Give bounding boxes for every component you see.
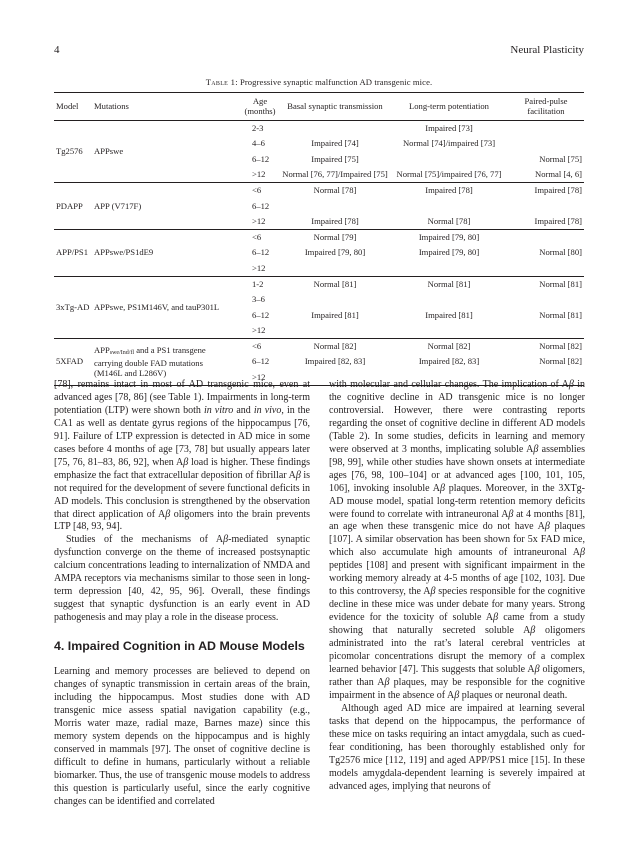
paragraph-text: plaques [107]. A similar observation has been shown for 5x FAD mice, which also accumulate high amounts of intraneuronal A xyxy=(329,521,585,559)
paragraph-text: assemblies [98, 99], while other studies have shown onsets at intermediate ages [76, 98, 100–104] or at advanced ages [100, 101, 105, 106], invoking insoluble A xyxy=(329,443,585,494)
group-3xtg-ad xyxy=(54,276,584,338)
paragraph-text: oligomers administrated into the rat’s lateral cerebral ventricles at picomolar concentrations disrupt the memory of a complex learned behavior [47]. This suggests that soluble A xyxy=(329,625,585,675)
paragraph-text: oligomers into the brain prevents LTP [48, 93, 94]. xyxy=(54,508,310,533)
ltp-cell: Normal [75]/impaired [76, 77] xyxy=(396,169,502,180)
paragraph-text: plaques, may be responsible for the cognitive impairment in the absence of A xyxy=(329,676,585,701)
ppf-cell xyxy=(508,198,584,214)
italic-text: β xyxy=(530,625,536,637)
italic-text: β xyxy=(384,676,390,688)
fxad-app: APP xyxy=(94,345,110,356)
paragraph-text: plaques or neuronal death. xyxy=(459,689,568,701)
paragraph-text: load is higher. These findings emphasize the fact that extracellular deposition of fibrillar A xyxy=(54,456,310,481)
age-cell: >12 xyxy=(252,371,266,382)
paragraph-text: Learning and memory processes are believed to depend on changes of synaptic transmission in certain areas of the brain, including the hippocampus. Most studies done with AD transgenic mice assess spatial navigation capability (e.g., Morris water maze, radial maze, Barnes maze) since this memory system depends on the hippocampus and is highly conserved in mammals [97]. The onset of cognitive decline is difficult to define in humans, particularly without a reliable biomarker. Thus, the use of transgenic mouse models to address this question is particularly useful, since the early cognitive changes can be identified and correlated xyxy=(54,666,310,807)
paragraph-text: with molecular and cellular changes. The implication of A xyxy=(329,379,569,390)
table-caption-text: : Progressive synaptic malfunction AD transgenic mice. xyxy=(235,77,433,87)
italic-text: β xyxy=(295,469,301,481)
col-age-header-line2: (months) xyxy=(244,105,276,116)
model-cell: 5XFAD xyxy=(56,356,84,367)
paragraph-text: plaques. Moreover, in the 3XTg-AD mouse model, spatial long-term retention memory deficits were found to correlate with intraneuronal A xyxy=(329,482,585,520)
right-paragraph-2 xyxy=(329,703,585,794)
italic-text: β xyxy=(568,379,574,390)
italic-text: β xyxy=(223,534,229,546)
ltp-cell: Impaired [78] xyxy=(425,185,473,196)
age-cell: 1-2 xyxy=(252,278,264,289)
ltp-cell: Impaired [73] xyxy=(425,122,473,133)
ltp-cell: Impaired [82, 83] xyxy=(418,356,480,367)
page-number: 4 xyxy=(54,44,60,56)
ltp-cell xyxy=(390,292,508,308)
table-caption-label: Table 1 xyxy=(205,77,236,87)
col-mutations-header: Mutations xyxy=(94,100,129,111)
italic-text: β xyxy=(454,689,460,701)
mutations-cell: APPswe xyxy=(94,145,124,156)
col-age-header-line1: Age xyxy=(252,96,268,107)
age-cell: >12 xyxy=(252,215,266,226)
left-column xyxy=(54,379,310,809)
ppf-cell: Impaired [78] xyxy=(534,215,582,226)
ltp-cell: Normal [81] xyxy=(427,278,471,289)
paragraph-text: , in the CA1 as well as dentate gyrus regions of the hippocampus [76, 91]. Failure of LTP expression is detected in AD mice in some cases before 4 months of age [73, 78] but usually appears later [75, 76, 81–83, 86, 92], when A xyxy=(54,404,310,468)
model-cell: PDAPP xyxy=(56,200,83,211)
table-row xyxy=(54,183,584,199)
italic-text: β xyxy=(544,521,550,533)
ppf-cell xyxy=(508,292,584,308)
ltp-cell xyxy=(390,323,508,339)
ppf-cell xyxy=(508,136,584,152)
ppf-cell: Normal [80] xyxy=(539,247,582,258)
paragraph-text: oligomers, rather than A xyxy=(329,663,585,688)
paragraph-text: -mediated synaptic dysfunction converge on the theme of increased postsynaptic calcium concentrations leading to internalization of NMDA and AMPA receptors via mechanisms similar to those seen in long-term depression [40, 42, 95, 96]. Overall, these findings suggest that synaptic dysfunction is an early event in AD pathogenesis and may play a role in the disease process. xyxy=(54,534,310,624)
left-paragraph-2 xyxy=(54,534,310,625)
table-row xyxy=(54,121,584,137)
paragraph-text: is not required for the development of severe functional deficits in AD models. This conclusion is strengthened by the observation that direct application of A xyxy=(54,469,310,520)
basal-cell: Impaired [74] xyxy=(311,138,359,149)
model-cell: APP/PS1 xyxy=(56,247,89,258)
paragraph-text: at 4 months [81], an age when these transgenic mice do not have A xyxy=(329,508,585,533)
col-ppf-header-line1: Paired-pulse xyxy=(524,96,568,107)
mutations-cell: APPswe, PS1M146V, and tauP301L xyxy=(94,301,220,312)
age-cell: 4–6 xyxy=(252,138,265,149)
table-row xyxy=(54,276,584,292)
age-cell: >12 xyxy=(252,262,266,273)
ppf-cell: Normal [75] xyxy=(539,153,582,164)
ppf-cell: Normal [81] xyxy=(539,278,582,289)
table-row xyxy=(54,339,584,355)
ppf-cell: Normal [4, 6] xyxy=(534,169,582,180)
ltp-cell: Normal [82] xyxy=(427,341,471,352)
section-heading: 4. Impaired Cognition in AD Mouse Models xyxy=(54,639,305,654)
col-ppf-header xyxy=(508,93,584,121)
ppf-cell xyxy=(508,230,584,246)
basal-cell xyxy=(280,198,390,214)
ltp-cell: Impaired [79, 80] xyxy=(418,247,480,258)
italic-text: β xyxy=(440,482,445,494)
basal-cell xyxy=(280,292,390,308)
ppf-cell: Normal [82] xyxy=(539,341,582,352)
ppf-cell xyxy=(508,261,584,277)
table-row xyxy=(54,230,584,246)
col-age-header xyxy=(242,93,280,121)
synaptic-table xyxy=(54,92,584,386)
group-pdapp xyxy=(54,183,584,230)
basal-cell xyxy=(280,121,390,137)
col-ltp-header: Long-term potentiation xyxy=(409,100,489,111)
basal-cell: Normal [79] xyxy=(313,231,357,242)
left-paragraph-3 xyxy=(54,666,310,808)
basal-cell: Impaired [75] xyxy=(311,153,359,164)
italic-text: β xyxy=(183,456,189,468)
paragraph-text: Studies of the mechanisms of A xyxy=(66,534,224,546)
age-cell: 6–12 xyxy=(252,200,270,211)
paragraph-text: peptides [108] and present with significant impairment in the working memory already at 4-5 months of age [102, 103]. Due to this controversy, the A xyxy=(329,560,585,598)
italic-text: β xyxy=(580,547,585,559)
basal-cell: Normal [78] xyxy=(313,185,357,196)
italic-text: in vitro xyxy=(203,404,234,416)
fxad-app-subscript: swe/Ind/fl xyxy=(109,350,135,357)
age-cell: 6–12 xyxy=(252,153,270,164)
ppf-cell xyxy=(508,323,584,339)
table-caption xyxy=(0,77,638,87)
age-cell: <6 xyxy=(252,185,262,196)
paragraph-text: in the cognitive decline in AD transgenic mice is no longer controversial. However, there were contrasting reports regarding the onset of cognitive decline in different AD models (Table 2). In some studies, deficits in learning and memory were observed at 3 months, implicating soluble A xyxy=(329,379,585,455)
age-cell: >12 xyxy=(252,169,266,180)
age-cell: <6 xyxy=(252,341,262,352)
ltp-cell xyxy=(390,261,508,277)
basal-cell: Impaired [78] xyxy=(311,215,359,226)
mutations-cell: APP (V717F) xyxy=(94,200,142,211)
paragraph-text: and xyxy=(233,404,254,416)
basal-cell xyxy=(280,261,390,277)
fxad-line2: carrying double FAD mutations xyxy=(94,357,203,368)
ppf-cell xyxy=(508,121,584,137)
table-header-row xyxy=(54,93,584,121)
basal-cell: Normal [82] xyxy=(313,341,357,352)
basal-cell: Impaired [82, 83] xyxy=(304,356,366,367)
table-1 xyxy=(54,92,584,386)
paragraph-text: Although aged AD mice are impaired at learning several tasks that depend on the hippocampus, the performance of these mice on tasks requiring an intact amygdala, such as cued-fear conditioning, has been thoroughly established only for Tg2576 mice [112, 119] and aged APP/PS1 mice [15]. In these models amygdala-dependent learning is severely impaired at advanced ages, implying that neurons of xyxy=(329,702,585,792)
basal-cell: Impaired [79, 80] xyxy=(304,247,366,258)
italic-text: β xyxy=(430,586,436,598)
age-cell: 3–6 xyxy=(252,294,265,305)
table-head xyxy=(54,93,584,121)
paragraph-text: species responsible for the cognitive decline in these mice was under debate for many years. Strong evidence for the toxicity of soluble A xyxy=(329,586,586,624)
ltp-cell xyxy=(390,198,508,214)
age-cell: 6–12 xyxy=(252,309,270,320)
age-cell: 2-3 xyxy=(252,122,264,133)
italic-text: β xyxy=(534,663,540,675)
basal-cell: Normal [81] xyxy=(313,278,357,289)
age-cell: <6 xyxy=(252,231,262,242)
age-cell: >12 xyxy=(252,325,266,336)
ppf-cell: Normal [82] xyxy=(539,356,582,367)
basal-cell: Impaired [81] xyxy=(311,309,359,320)
italic-text: β xyxy=(533,443,539,455)
ltp-cell: Normal [78] xyxy=(427,215,471,226)
journal-name: Neural Plasticity xyxy=(510,44,584,56)
col-basal-header: Basal synaptic transmission xyxy=(287,100,383,111)
italic-text: β xyxy=(508,508,514,520)
ltp-cell: Impaired [81] xyxy=(425,309,473,320)
fxad-line3: (M146L and L286V) xyxy=(94,368,167,379)
age-cell: 6–12 xyxy=(252,247,270,258)
basal-cell: Normal [76, 77]/Impaired [75] xyxy=(282,169,388,180)
italic-text: in vivo xyxy=(253,404,282,416)
ppf-cell: Normal [81] xyxy=(539,309,582,320)
paragraph-text: came from a study showing that naturally secreted soluble A xyxy=(329,612,586,637)
italic-text: β xyxy=(493,612,499,624)
col-ppf-header-line2: facilitation xyxy=(527,105,565,116)
group-app-ps1 xyxy=(54,230,584,277)
ppf-cell: Impaired [78] xyxy=(534,185,582,196)
basal-cell xyxy=(280,323,390,339)
model-cell: Tg2576 xyxy=(56,145,83,156)
right-paragraph-1 xyxy=(329,379,585,703)
right-column xyxy=(329,379,585,794)
left-paragraph-1 xyxy=(54,379,310,534)
ltp-cell: Impaired [79, 80] xyxy=(418,231,480,242)
col-model-header: Model xyxy=(56,100,79,111)
group-tg2576 xyxy=(54,121,584,183)
paragraph-text: [78], remains intact in most of AD transgenic mice, even at advanced ages [78, 86] (see Table 1). Impairments in long-term potentiation (LTP) were shown both xyxy=(54,379,310,416)
fxad-line1-rest: and a PS1 transgene xyxy=(134,345,206,356)
model-cell: 3xTg-AD xyxy=(56,301,90,312)
age-cell: 6–12 xyxy=(252,356,270,367)
ltp-cell xyxy=(390,152,508,168)
italic-text: β xyxy=(165,508,171,520)
ltp-cell: Normal [74]/impaired [73] xyxy=(402,138,496,149)
mutations-cell: APPswe/PS1dE9 xyxy=(94,247,154,258)
